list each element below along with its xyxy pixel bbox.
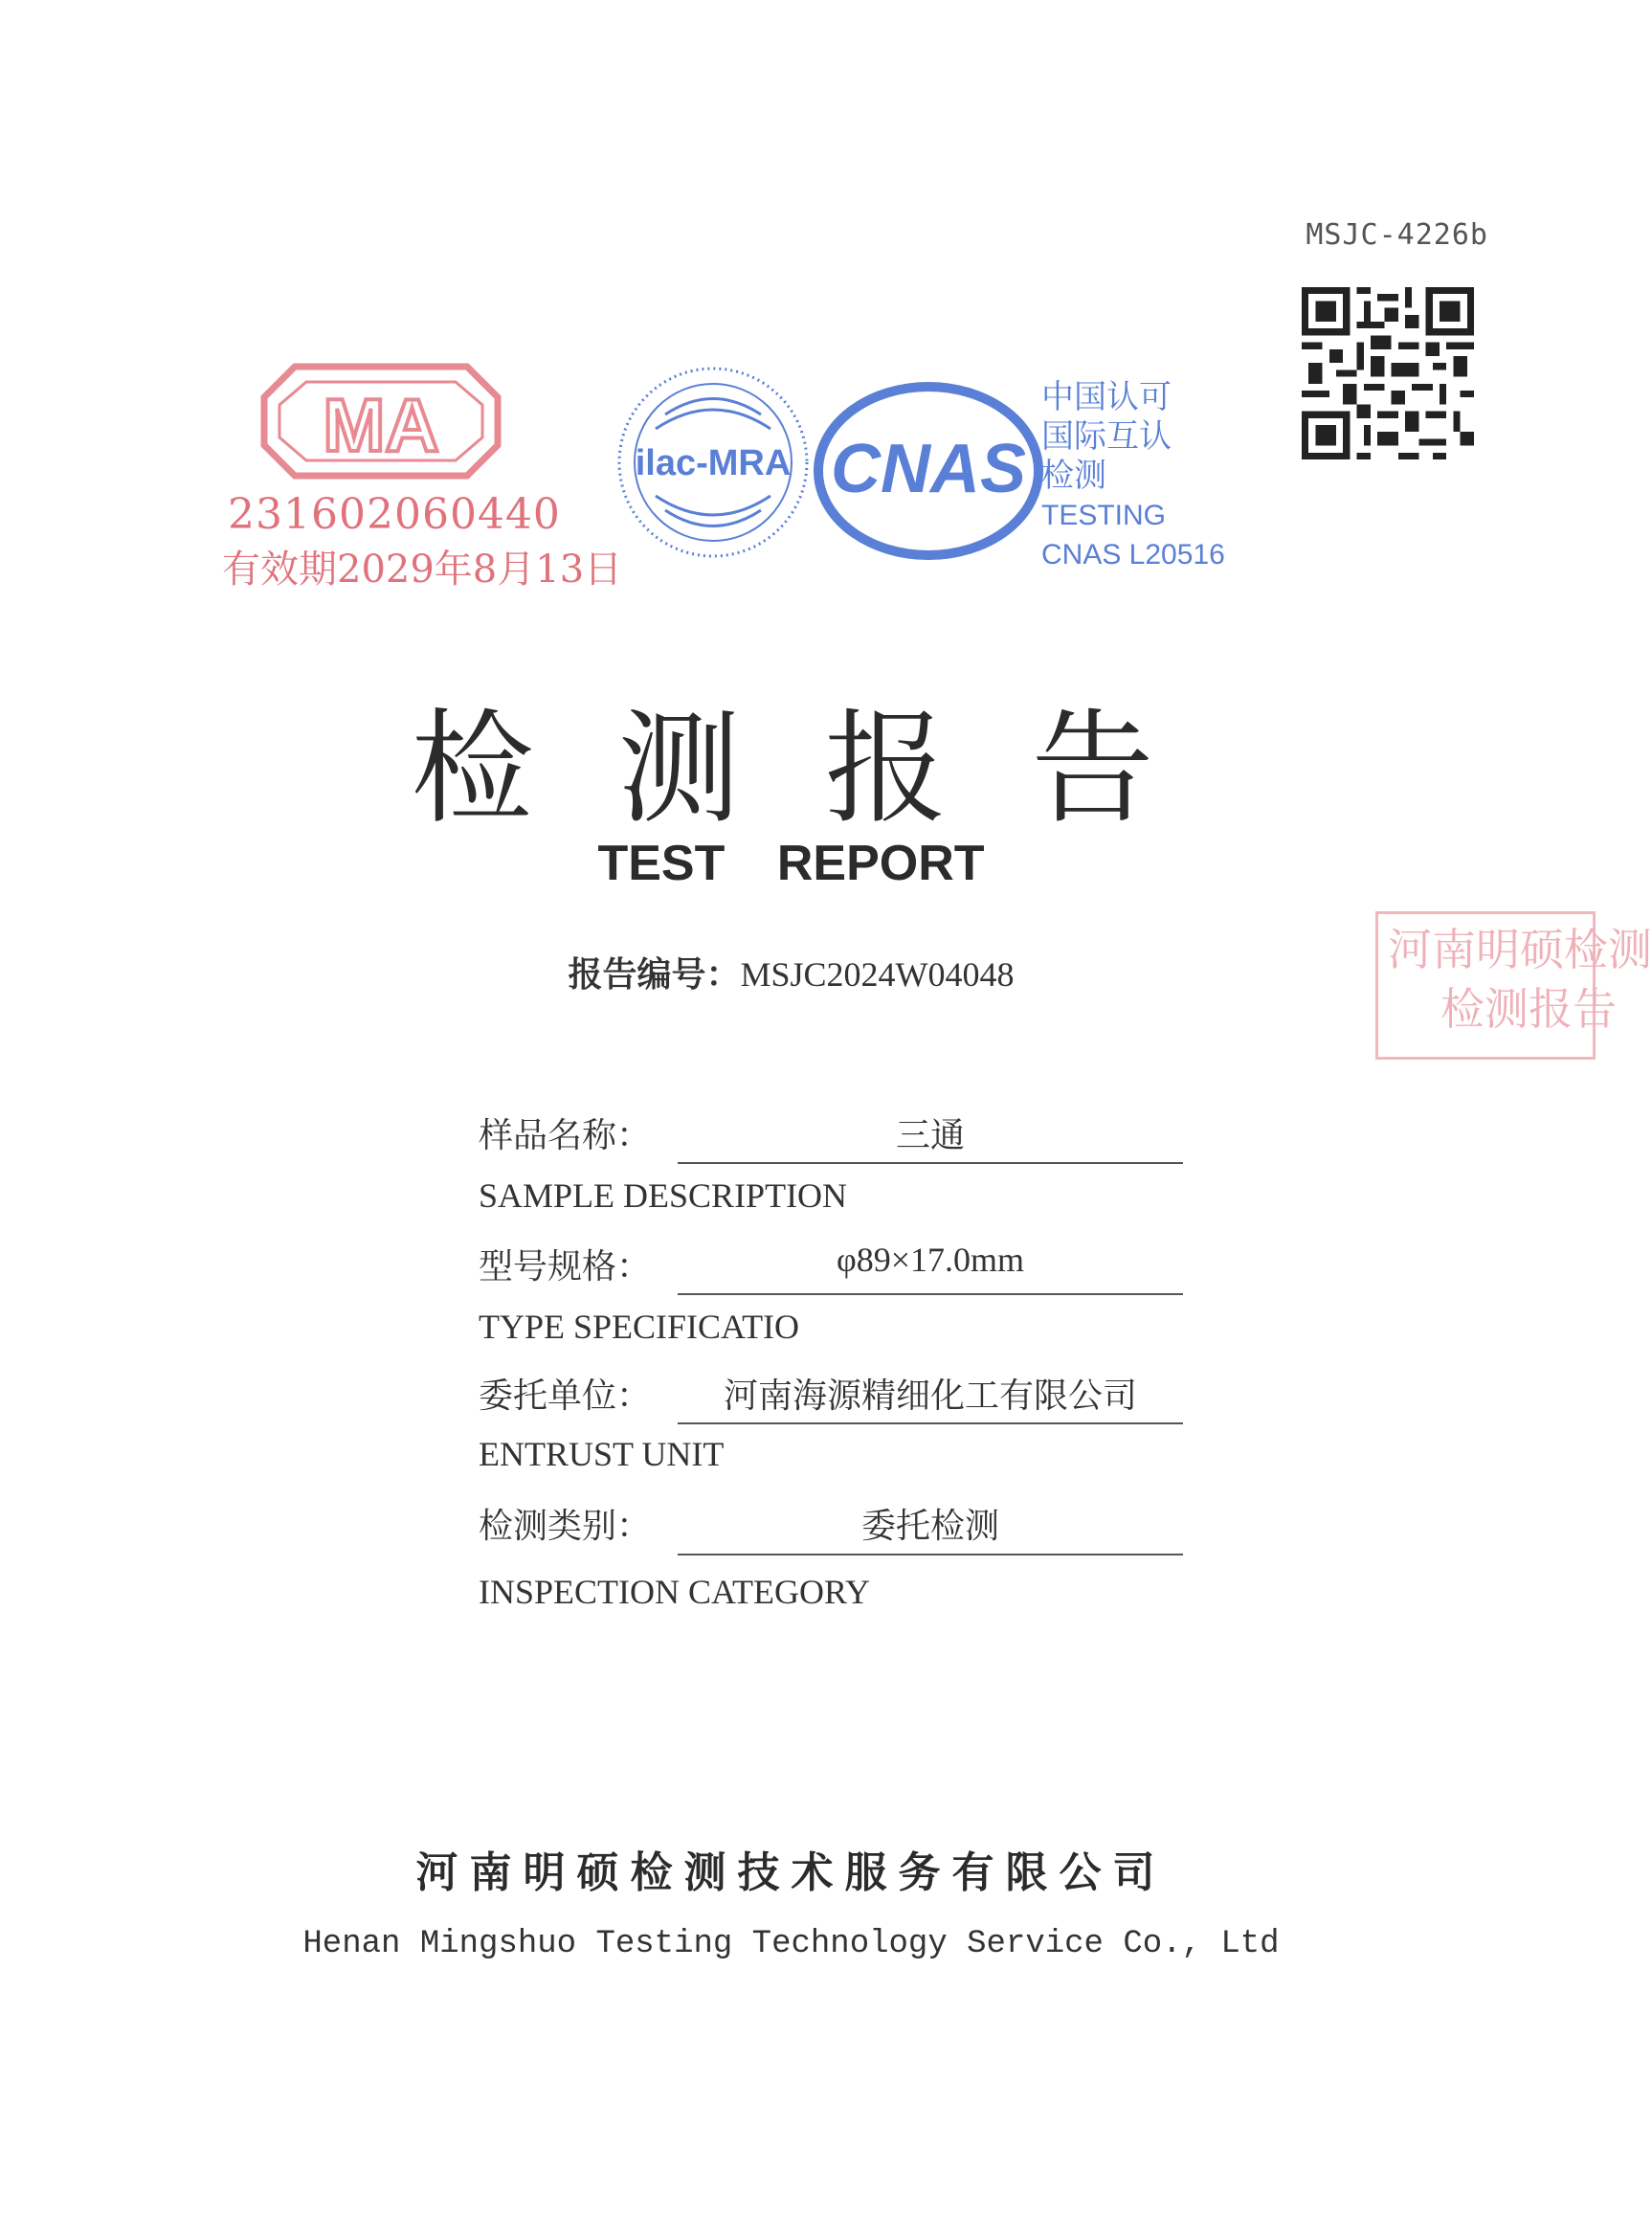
qr-code-icon xyxy=(1302,287,1474,459)
seal-line-2: 检测报告 xyxy=(1440,983,1617,1035)
sample-name-value: 三通 xyxy=(895,1116,965,1155)
report-number-label: 报告编号： xyxy=(568,955,741,995)
svg-text:CNAS: CNAS xyxy=(830,431,1027,507)
field-underline xyxy=(678,1422,1183,1424)
sample-description-label: SAMPLE DESCRIPTION xyxy=(479,1176,848,1215)
field-underline xyxy=(678,1554,1183,1555)
company-name-cn: 河南明硕检测技术服务有限公司 xyxy=(415,1848,1167,1897)
cma-stamp-icon xyxy=(257,359,505,483)
ilac-mra-seal-icon xyxy=(613,362,814,563)
sample-name-label: 样品名称： xyxy=(479,1116,652,1155)
entrust-unit-en-label: ENTRUST UNIT xyxy=(479,1435,725,1473)
document-code: MSJC-4226b xyxy=(1306,218,1488,252)
inspection-category-value: 委托检测 xyxy=(860,1507,999,1546)
cnas-logo-icon xyxy=(809,375,1048,567)
entrust-unit-value: 河南海源精细化工有限公司 xyxy=(723,1376,1137,1416)
type-specification-label: TYPE SPECIFICATIO xyxy=(479,1308,800,1346)
cma-valid-date: 有效期2029年8月13日 xyxy=(222,548,623,592)
field-underline xyxy=(678,1293,1183,1295)
cnas-line-4: TESTING xyxy=(1041,500,1167,531)
inspection-category-en-label: INSPECTION CATEGORY xyxy=(479,1573,871,1611)
report-number-value: MSJC2024W04048 xyxy=(740,955,1015,994)
type-spec-value: φ89×17.0mm xyxy=(836,1241,1025,1279)
cnas-line-1: 中国认可 xyxy=(1041,379,1172,415)
type-spec-label: 型号规格： xyxy=(479,1247,652,1287)
inspection-category-label: 检测类别： xyxy=(479,1507,652,1546)
entrust-unit-label: 委托单位： xyxy=(479,1376,652,1416)
cnas-text-block xyxy=(1041,378,1225,574)
company-name-en: Henan Mingshuo Testing Technology Service Co., Ltd xyxy=(302,1926,1280,1962)
cma-number: 231602060440 xyxy=(228,490,561,539)
cnas-line-2: 国际互认 xyxy=(1041,418,1172,455)
seal-line-1: 河南明硕检测 xyxy=(1388,924,1652,975)
field-underline xyxy=(678,1162,1183,1164)
cnas-line-5: CNAS L20516 xyxy=(1041,539,1225,571)
report-title-cn: 检测报告 xyxy=(411,698,1239,840)
report-title-en: TEST REPORT xyxy=(597,836,985,891)
report-number xyxy=(0,948,1582,996)
svg-text:ilac-MRA: ilac-MRA xyxy=(635,443,792,483)
cnas-line-3: 检测 xyxy=(1041,458,1106,494)
svg-text:MA: MA xyxy=(323,383,439,467)
